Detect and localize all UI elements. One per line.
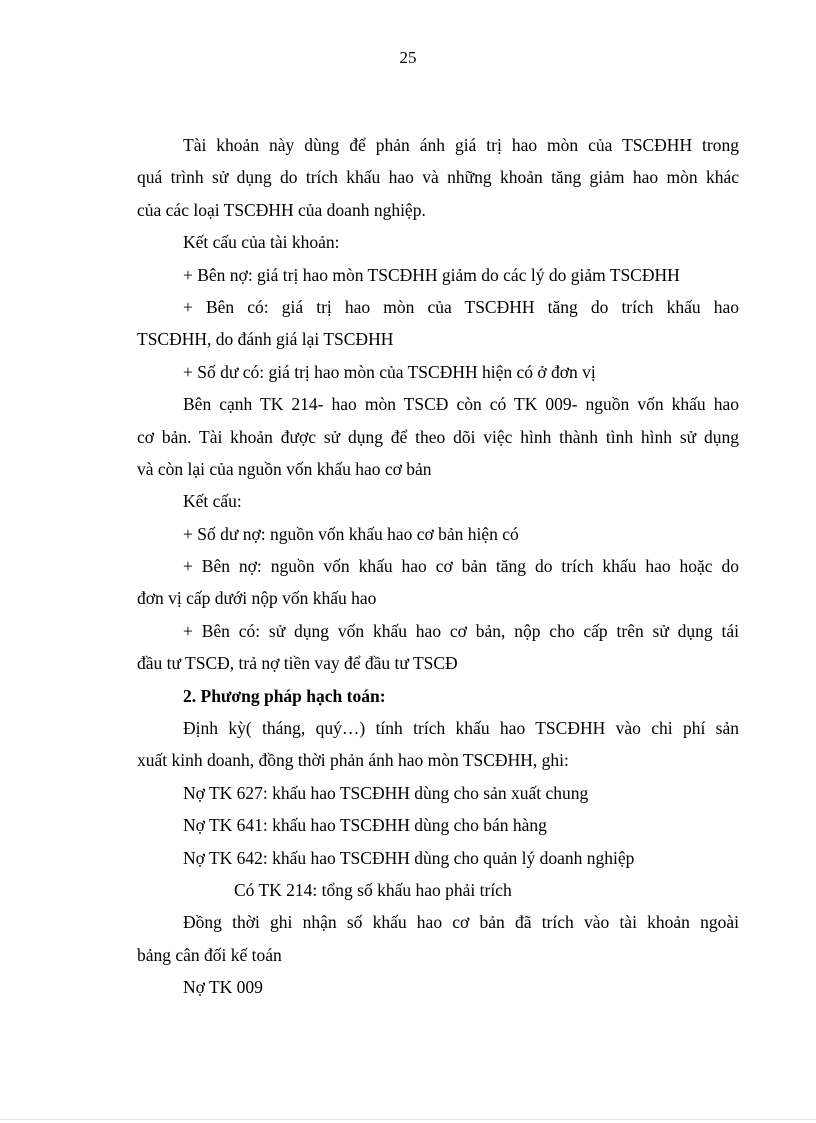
- paragraph-line: Bên cạnh TK 214- hao mòn TSCĐ còn có TK 009- nguồn vốn khấu hao: [183, 394, 739, 415]
- journal-entry-line: Có TK 214: tổng số khấu hao phải trích: [234, 879, 512, 900]
- paragraph-line: và còn lại của nguồn vốn khấu hao cơ bản: [137, 458, 432, 479]
- paragraph-line: Định kỳ( tháng, quý…) tính trích khấu hao TSCĐHH vào chi phí sản: [183, 718, 739, 739]
- list-item: + Số dư có: giá trị hao mòn của TSCĐHH hiện có ở đơn vị: [183, 361, 596, 382]
- journal-entry-line: Nợ TK 627: khấu hao TSCĐHH dùng cho sản xuất chung: [183, 782, 589, 803]
- paragraph-line: quá trình sử dụng do trích khấu hao và những khoản tăng giảm hao mòn khác: [137, 167, 739, 188]
- list-item: + Bên có: giá trị hao mòn của TSCĐHH tăng do trích khấu hao: [183, 296, 739, 317]
- document-body: [137, 129, 739, 1004]
- paragraph-line: Kết cấu:: [183, 491, 242, 512]
- journal-entry-line: Nợ TK 642: khấu hao TSCĐHH dùng cho quản lý doanh nghiệp: [183, 847, 635, 868]
- section-heading: 2. Phương pháp hạch toán:: [183, 685, 386, 706]
- journal-entry-line: Nợ TK 009: [183, 977, 263, 998]
- paragraph-line: Tài khoản này dùng để phản ánh giá trị hao mòn của TSCĐHH trong: [183, 135, 739, 155]
- paragraph-line: TSCĐHH, do đánh giá lại TSCĐHH: [137, 329, 394, 350]
- list-item: + Bên có: sử dụng vốn khấu hao cơ bản, nộp cho cấp trên sử dụng tái: [183, 620, 739, 641]
- list-item: + Bên nợ: giá trị hao mòn TSCĐHH giảm do các lý do giảm TSCĐHH: [183, 264, 680, 285]
- paragraph-line: đơn vị cấp dưới nộp vốn khấu hao: [137, 588, 377, 609]
- paragraph-line: xuất kinh doanh, đồng thời phản ánh hao mòn TSCĐHH, ghi:: [137, 750, 569, 771]
- paragraph-line: Kết cấu của tài khoản:: [183, 232, 340, 253]
- journal-entry-line: Nợ TK 641: khấu hao TSCĐHH dùng cho bán hàng: [183, 815, 547, 836]
- page-number: 25: [399, 48, 417, 67]
- paragraph-line: đầu tư TSCĐ, trả nợ tiền vay để đầu tư TSCĐ: [137, 653, 458, 674]
- page-bottom-divider: [0, 1119, 816, 1120]
- paragraph-line: cơ bản. Tài khoản được sử dụng để theo dõi việc hình thành tình hình sử dụng: [137, 426, 739, 447]
- paragraph-line: của các loại TSCĐHH của doanh nghiệp.: [137, 199, 426, 220]
- list-item: + Số dư nợ: nguồn vốn khấu hao cơ bản hiện có: [183, 523, 519, 544]
- paragraph-line: Đồng thời ghi nhận số khấu hao cơ bản đã trích vào tài khoản ngoài: [183, 912, 739, 933]
- paragraph-line: bảng cân đối kế toán: [137, 944, 282, 965]
- list-item: + Bên nợ: nguồn vốn khấu hao cơ bản tăng do trích khấu hao hoặc do: [183, 556, 739, 577]
